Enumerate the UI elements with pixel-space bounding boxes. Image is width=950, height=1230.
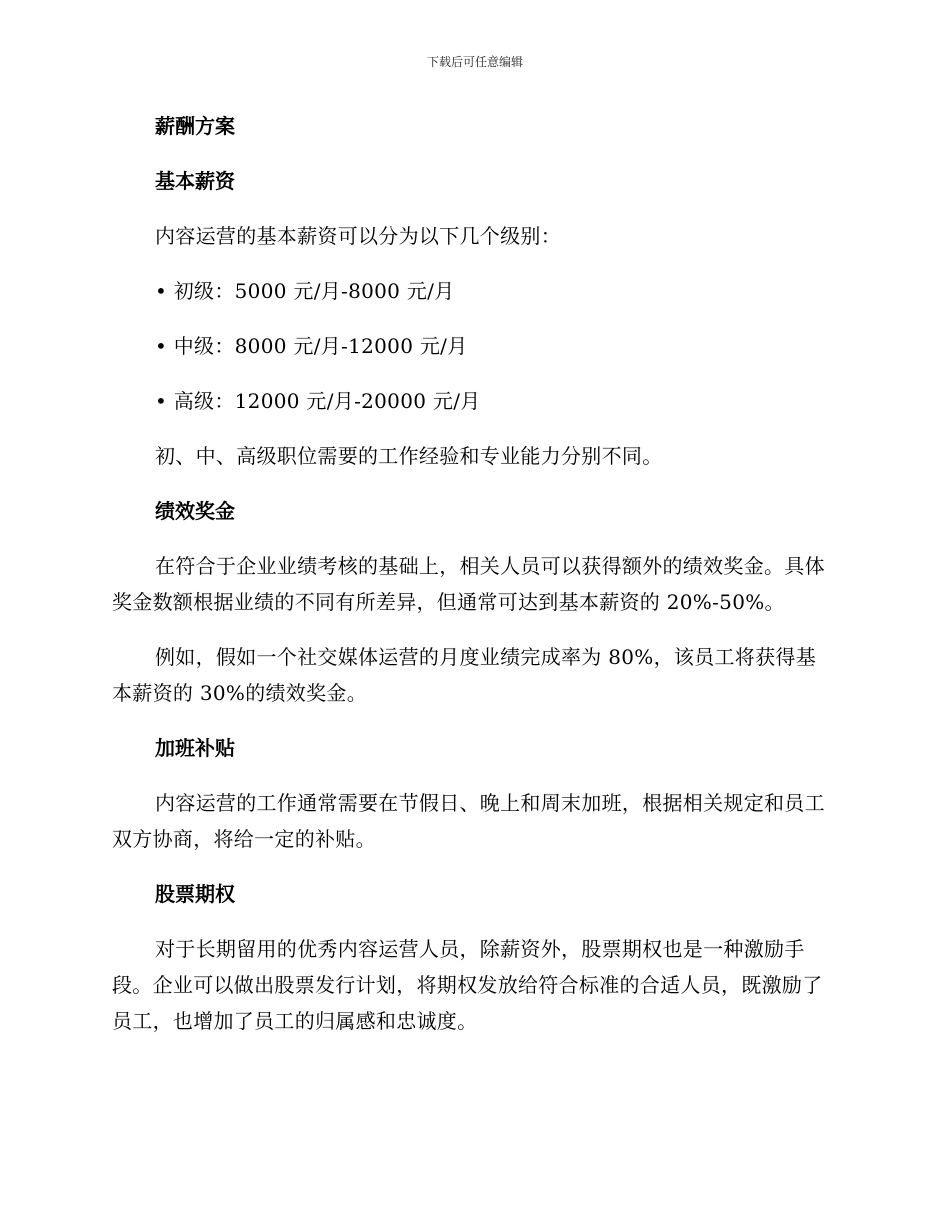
bonus-paragraph-2: 例如，假如一个社交媒体运营的月度业绩完成率为 80%，该员工将获得基本薪资的 30%的绩效奖金。 [112, 645, 817, 705]
base-salary-intro: 内容运营的基本薪资可以分为以下几个级别： [155, 224, 561, 248]
bonus-paragraph-1: 在符合于企业业绩考核的基础上，相关人员可以获得额外的绩效奖金。具体奖金数额根据业绩的不同有所差异，但通常可达到基本薪资的 20%-50%。 [112, 554, 825, 614]
section-heading-base-salary: 基本薪资 [155, 169, 235, 193]
overtime-paragraph: 内容运营的工作通常需要在节假日、晚上和周末加班，根据相关规定和员工双方协商，将给一定的补贴。 [112, 791, 825, 851]
document-body [112, 108, 834, 1039]
salary-level-junior: • 初级：5000 元/月-8000 元/月 [155, 279, 455, 303]
header-note: 下载后可任意编辑 [426, 55, 523, 69]
section-heading-bonus: 绩效奖金 [155, 499, 235, 523]
doc-title: 薪酬方案 [155, 114, 235, 138]
section-heading-stock: 股票期权 [155, 882, 235, 906]
salary-level-mid: • 中级：8000 元/月-12000 元/月 [155, 334, 468, 358]
section-heading-overtime: 加班补贴 [155, 736, 235, 760]
base-salary-note: 初、中、高级职位需要的工作经验和专业能力分别不同。 [155, 444, 663, 468]
stock-paragraph: 对于长期留用的优秀内容运营人员，除薪资外，股票期权也是一种激励手段。企业可以做出股票发行计划，将期权发放给符合标准的合适人员，既激励了员工，也增加了员工的归属感和忠诚度。 [112, 937, 823, 1033]
salary-level-senior: • 高级：12000 元/月-20000 元/月 [155, 389, 481, 413]
